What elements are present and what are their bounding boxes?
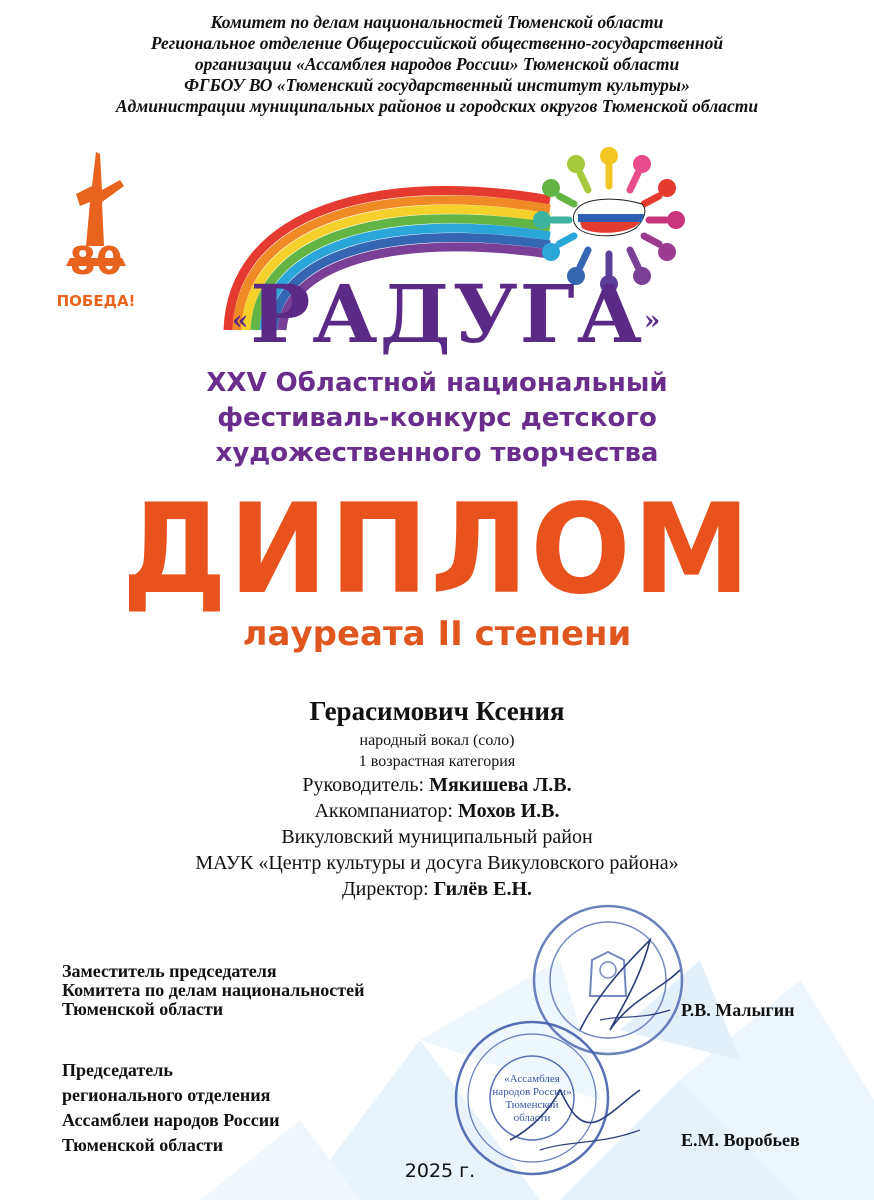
leader-name: Мякишева Л.В. — [429, 774, 572, 796]
organizer-line: Комитет по делам национальностей Тюменской области — [210, 12, 664, 32]
stamp-line: Тюменской — [505, 1099, 559, 1111]
signatory-name-second: Е.М. Воробьев — [681, 1130, 800, 1150]
stamp-line: «Ассамблея — [504, 1073, 560, 1085]
festival-name — [232, 267, 663, 363]
director-name: Гилёв Е.Н. — [433, 878, 532, 900]
leader-line — [100, 772, 774, 798]
organizer-line: Региональное отделение Общероссийской общественно-государственной — [150, 33, 724, 53]
emblem-text: ПОБЕДА! — [56, 292, 136, 310]
winner-name: Герасимович Ксения — [309, 696, 565, 726]
leader-label: Руководитель: — [302, 774, 425, 796]
director-line — [100, 876, 774, 902]
festival-name-text: РАДУГА — [250, 267, 645, 361]
signatory-title-line: Тюменской области — [62, 1135, 224, 1155]
open-quote: « — [232, 306, 251, 337]
diploma-degree: лауреата II степени — [242, 614, 632, 654]
victory-80-emblem-icon — [46, 146, 146, 316]
signatory-name-first: Р.В. Малыгин — [681, 1000, 795, 1020]
signatory-title-line: Комитета по делам национальностей — [62, 980, 365, 1000]
stamp-line: области — [513, 1112, 551, 1124]
year: 2025 г. — [404, 1160, 476, 1182]
accompanist-name: Мохов И.В. — [457, 800, 560, 822]
signatory-title-first — [62, 962, 364, 1019]
accompanist-line — [100, 798, 774, 824]
festival-subtitle — [100, 366, 774, 471]
signatory-title-line: регионального отделения — [62, 1085, 271, 1105]
signatory-title-second — [62, 1058, 280, 1158]
institution: МАУК «Центр культуры и досуга Викуловского района» — [195, 852, 679, 874]
age-category: 1 возрастная категория — [358, 753, 516, 770]
organizer-line: ФГБОУ ВО «Тюменский государственный институт культуры» — [184, 75, 690, 95]
organizer-line: Администрации муниципальных районов и городских округов Тюменской области — [115, 96, 759, 116]
accompanist-label: Аккомпаниатор: — [314, 800, 453, 822]
signatory-title-line: Ассамблеи народов России — [62, 1110, 280, 1130]
subtitle-line: художественного творчества — [215, 438, 659, 468]
emblem-number: 80 — [69, 239, 123, 283]
signatory-title-line: Тюменской области — [62, 999, 224, 1019]
subtitle-line: фестиваль-конкурс детского — [217, 403, 657, 433]
director-label: Директор: — [342, 878, 429, 900]
signatory-title-line: Председатель — [62, 1060, 173, 1080]
close-quote: » — [644, 306, 663, 337]
district: Викуловский муниципальный район — [281, 826, 593, 848]
winner-details — [100, 730, 774, 902]
signature-vorobyev-icon — [500, 1060, 650, 1160]
stamp-line: народов России» — [492, 1086, 572, 1098]
diploma-title: ДИПЛОМ — [121, 476, 753, 622]
nomination: народный вокал (соло) — [359, 732, 515, 749]
organizer-line: организации «Ассамблея народов России» Тюменской области — [194, 54, 680, 74]
signatory-title-line: Заместитель председателя — [62, 961, 277, 981]
subtitle-line: XXV Областной национальный — [206, 368, 668, 398]
